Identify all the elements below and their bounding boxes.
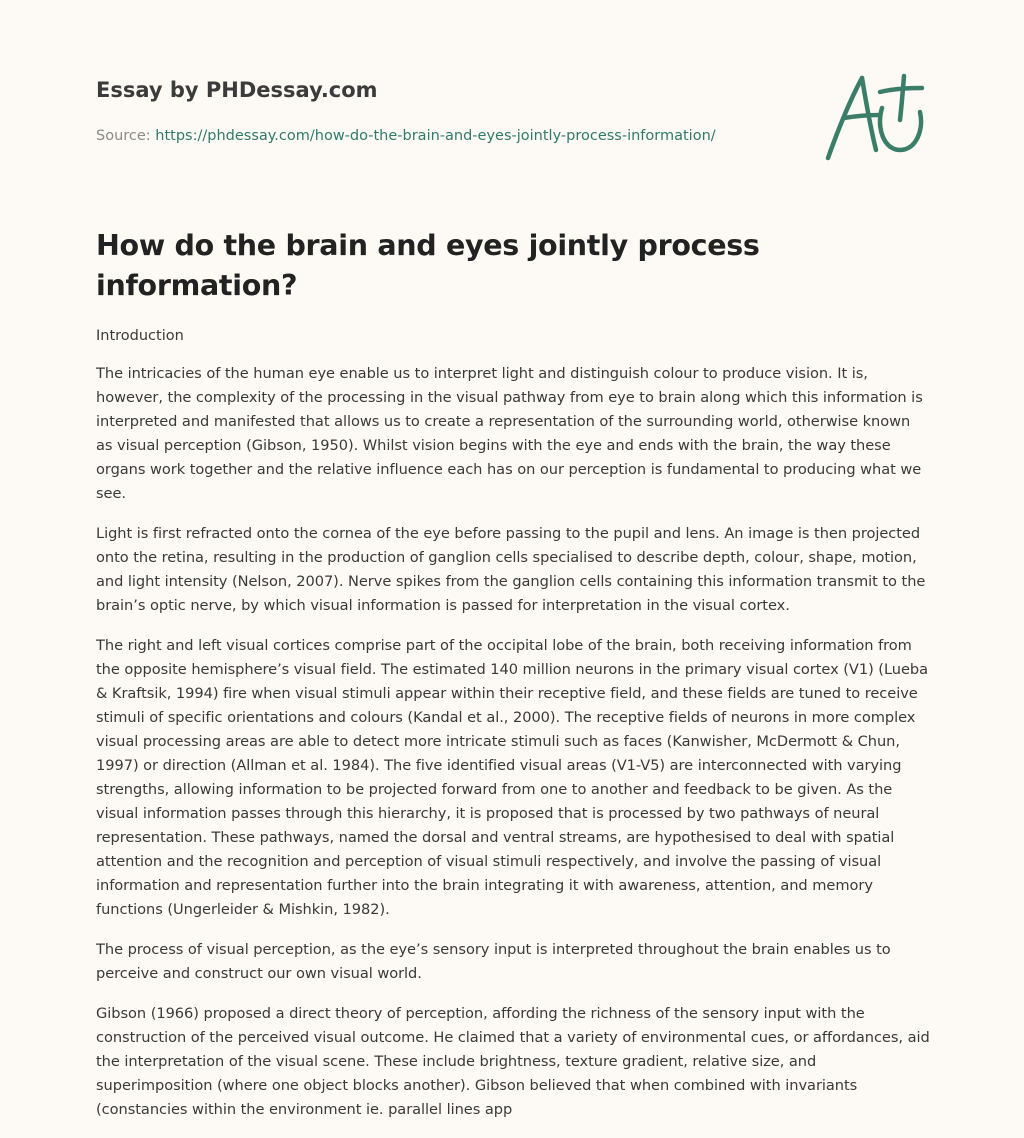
- paragraph: The process of visual perception, as the eye’s sensory input is interpreted throughout the brain enables us to perceive and construct our own visual world.: [96, 941, 891, 982]
- article: [96, 226, 930, 1138]
- paragraph: Gibson (1966) proposed a direct theory of perception, affording the richness of the sensory input with the construction of the perceived visual outcome. He claimed that a variety of environmental cues, or affordances, aid the interpretation of the visual scene. These include brightness, texture gradient, relative size, and superimposition (where one object blocks another). Gibson believed that when combined with invariants (constancies within the environment ie. parallel lines app: [96, 1005, 930, 1118]
- a-plus-logo-icon: [820, 68, 930, 164]
- source-line: [96, 126, 796, 146]
- page-title: How do the brain and eyes jointly process information?: [96, 229, 760, 302]
- source-link[interactable]: https://phdessay.com/how-do-the-brain-and-eyes-jointly-process-information/: [155, 128, 716, 144]
- essay-header: [96, 76, 796, 146]
- section-heading-introduction: Introduction: [96, 328, 184, 344]
- paragraph: The intricacies of the human eye enable us to interpret light and distinguish colour to produce vision. It is, however, the complexity of the processing in the visual pathway from eye to brain along which this information is interpreted and manifested that allows us to create a representation of the surrounding world, otherwise known as visual perception (Gibson, 1950). Whilst vision begins with the eye and ends with the brain, the way these organs work together and the relative influence each has on our perception is fundamental to producing what we see.: [96, 365, 923, 502]
- paragraph: The right and left visual cortices comprise part of the occipital lobe of the brain, both receiving information from the opposite hemisphere’s visual field. The estimated 140 million neurons in the primary visual cortex (V1) (Lueba & Kraftsik, 1994) fire when visual stimuli appear within their receptive field, and these fields are tuned to receive stimuli of specific orientations and colours (Kandal et al., 2000). The receptive fields of neurons in more complex visual processing areas are able to detect more intricate stimuli such as faces (Kanwisher, McDermott & Chun, 1997) or direction (Allman et al. 1984). The five identified visual areas (V1-V5) are interconnected with varying strengths, allowing information to be projected forward from one to another and feedback to be given. As the visual information passes through this hierarchy, it is proposed that is processed by two pathways of neural representation. These pathways, named the dorsal and ventral streams, are hypothesised to deal with spatial attention and the recognition and perception of visual stimuli respectively, and involve the passing of visual information and representation further into the brain integrating it with awareness, attention, and memory functions (Ungerleider & Mishkin, 1982).: [96, 637, 929, 918]
- paragraph: Light is first refracted onto the cornea of the eye before passing to the pupil and lens. An image is then projected onto the retina, resulting in the production of ganglion cells specialised to describe depth, colour, shape, motion, and light intensity (Nelson, 2007). Nerve spikes from the ganglion cells containing this information transmit to the brain’s optic nerve, by which visual information is passed for interpretation in the visual cortex.: [96, 525, 926, 614]
- site-title: Essay by PHDessay.com: [96, 78, 378, 102]
- source-label: Source:: [96, 128, 151, 144]
